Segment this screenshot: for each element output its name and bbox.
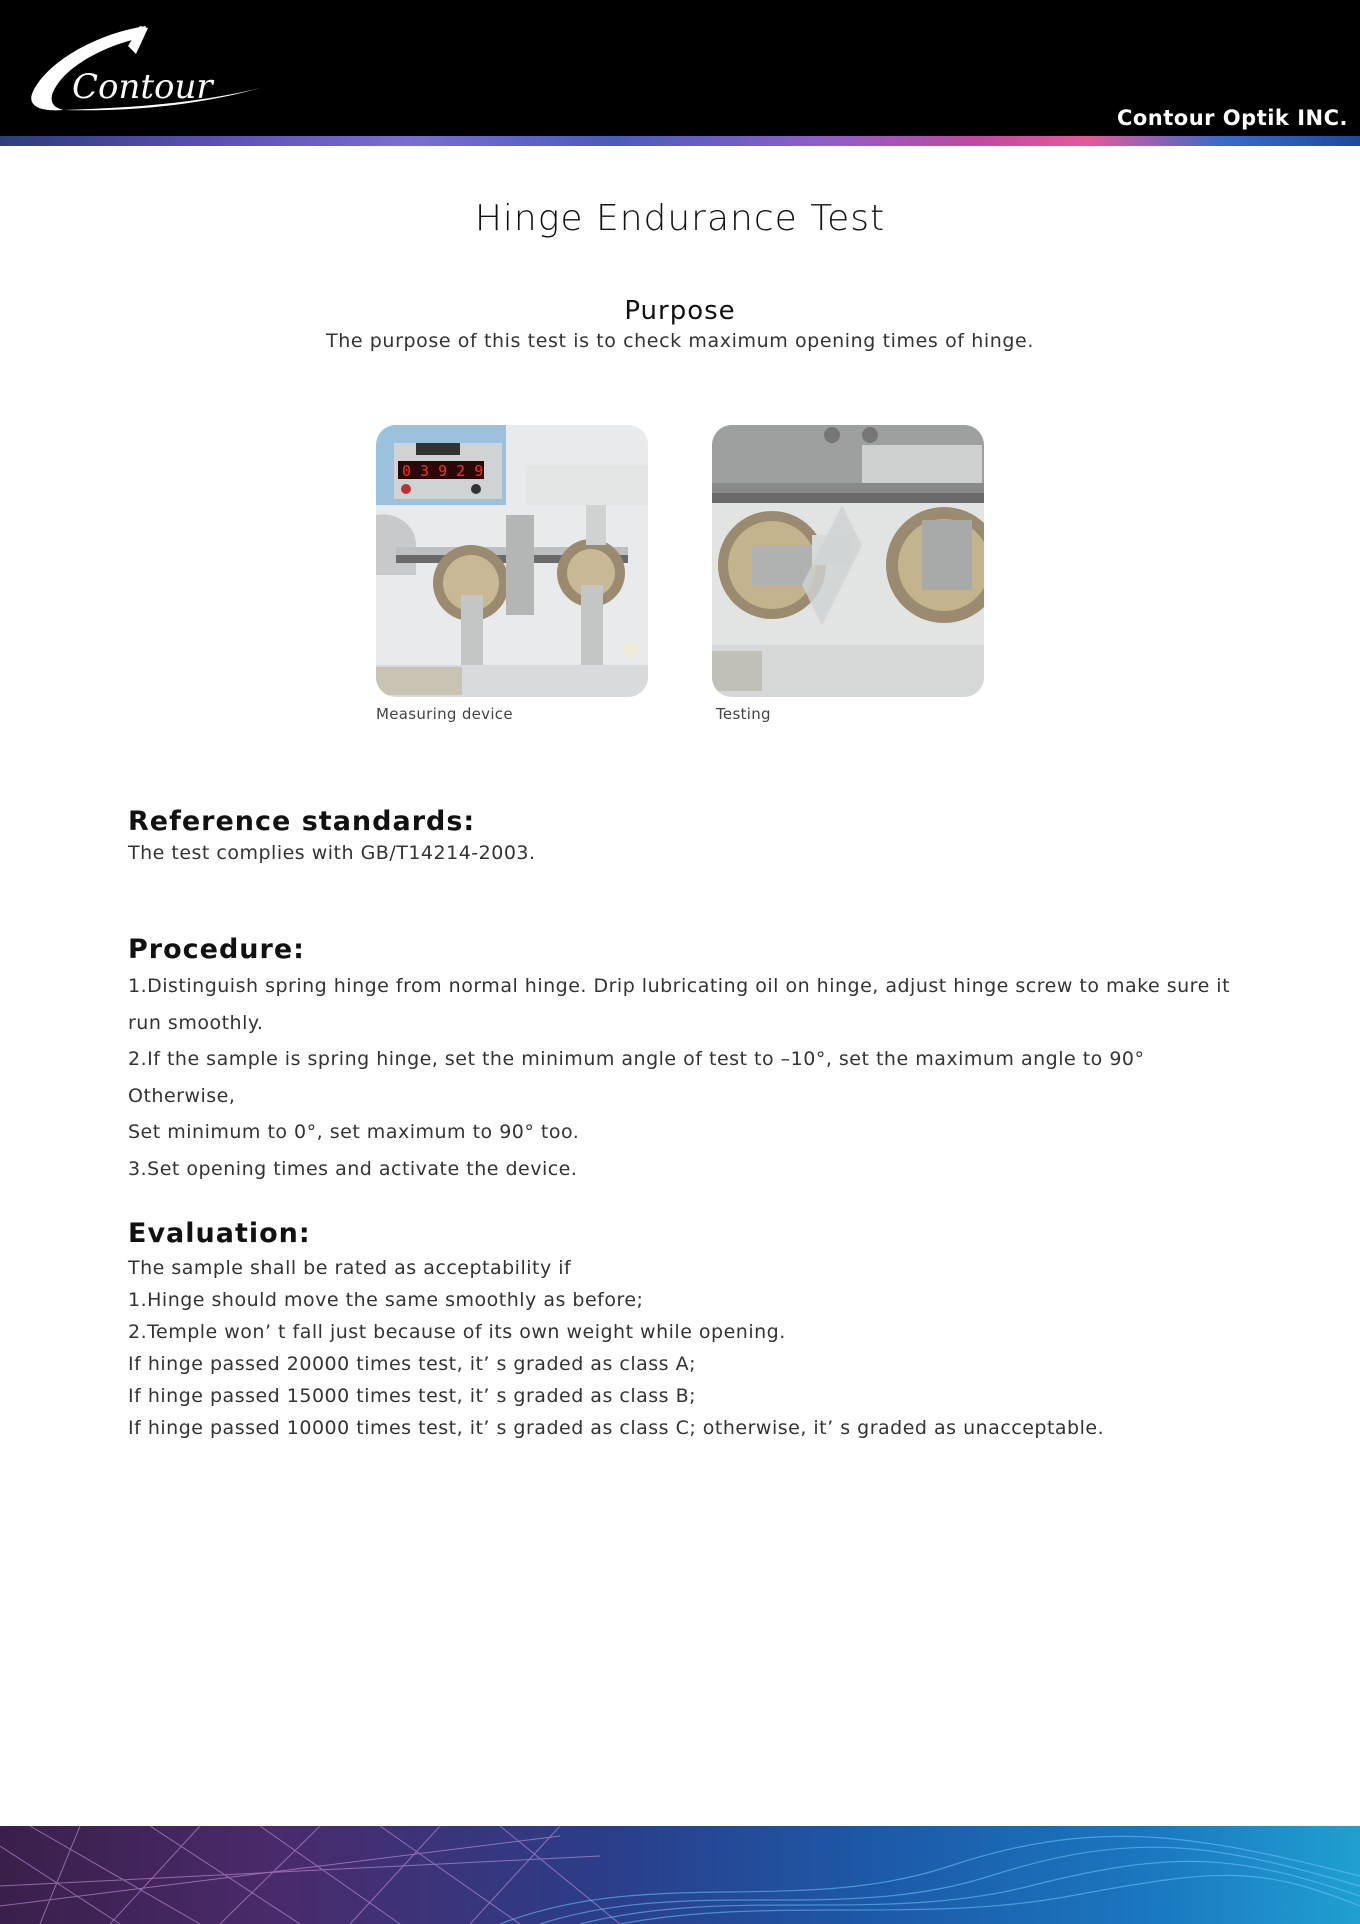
procedure-section [128, 932, 1248, 1187]
evaluation-section [128, 1216, 1248, 1444]
purpose-heading: Purpose [624, 296, 736, 326]
figure-caption-measuring-device: Measuring device [376, 705, 513, 723]
company-name: Contour Optik INC. [1116, 106, 1348, 130]
reference-section [128, 804, 1248, 866]
contour-logo [24, 24, 270, 114]
reference-text: The test complies with GB/T14214-2003. [128, 842, 536, 864]
page-title: Hinge Endurance Test [474, 198, 886, 239]
procedure-line: Set minimum to 0°, set maximum to 90° too. [128, 1121, 580, 1143]
procedure-line: run smoothly. [128, 1011, 264, 1034]
figure-caption-testing: Testing [716, 705, 771, 723]
svg-text:0 3 9 2 9: 0 3 9 2 9 [402, 462, 484, 480]
reference-heading: Reference standards: [128, 806, 476, 837]
evaluation-heading: Evaluation: [128, 1218, 311, 1249]
procedure-line: 3.Set opening times and activate the device. [128, 1157, 578, 1180]
procedure-line: 2.If the sample is spring hinge, set the minimum angle of test to –10°, set the maximum angle to 90° Otherwise, [128, 1048, 1145, 1107]
evaluation-line: If hinge passed 20000 times test, it’ s graded as class A; [128, 1353, 696, 1375]
svg-text:Contour: Contour [72, 67, 213, 107]
purpose-text: The purpose of this test is to check maximum opening times of hinge. [326, 330, 1034, 352]
evaluation-line: The sample shall be rated as acceptability if [128, 1257, 572, 1279]
procedure-heading: Procedure: [128, 934, 305, 965]
procedure-line: 1.Distinguish spring hinge from normal hinge. Drip lubricating oil on hinge, adjust hinge screw to make sure it [128, 975, 1231, 997]
evaluation-line: 1.Hinge should move the same smoothly as before; [128, 1289, 644, 1311]
evaluation-line: 2.Temple won’ t fall just because of its own weight while opening. [128, 1321, 786, 1343]
evaluation-line: If hinge passed 15000 times test, it’ s graded as class B; [128, 1385, 697, 1407]
header-gradient-band [0, 136, 1360, 146]
page-header [0, 0, 1360, 136]
testing-photo [712, 425, 984, 697]
measuring-device-photo [376, 425, 648, 697]
footer-decorative-band [0, 1826, 1360, 1924]
evaluation-line: If hinge passed 10000 times test, it’ s graded as class C; otherwise, it’ s graded as unacceptable. [128, 1417, 1105, 1439]
